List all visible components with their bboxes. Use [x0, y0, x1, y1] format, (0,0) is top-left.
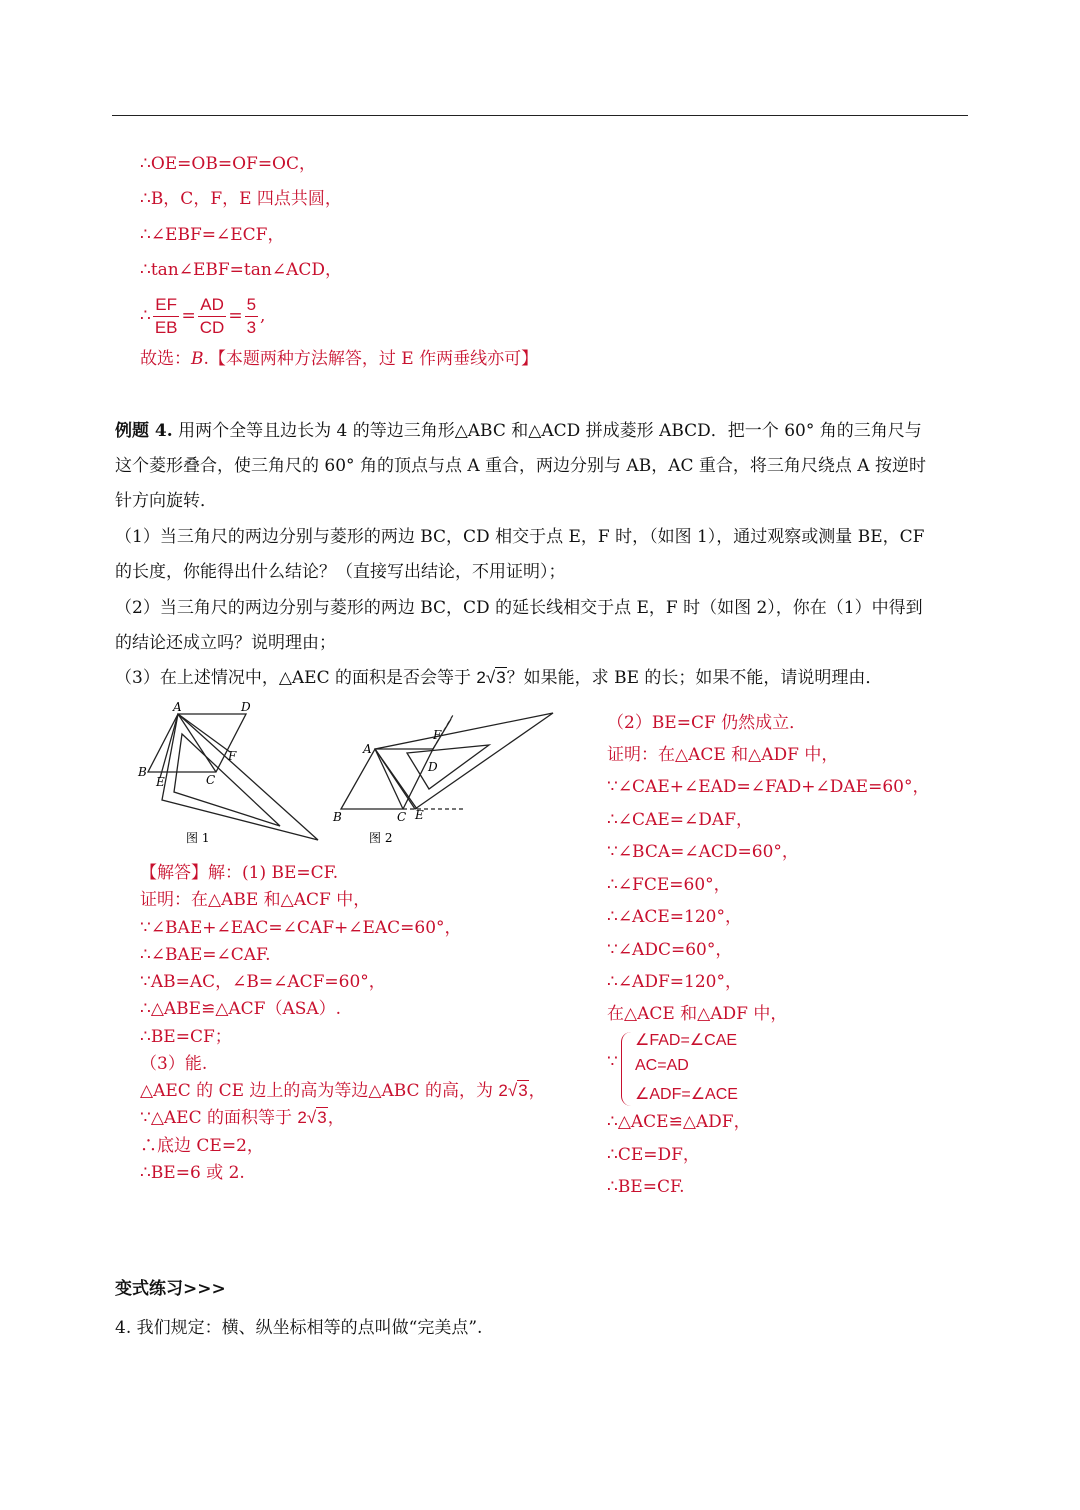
answer-right-line-11: ∴△ACE≌△ADF， [607, 1112, 751, 1132]
answer-right-line-10: 在△ACE 和△ADF 中， [607, 1004, 788, 1024]
answer-left-line-6: ∴△ABE≌△ACF（ASA）. [140, 999, 342, 1019]
fig1-label-c: C [206, 773, 216, 787]
fig2-label-a: A [363, 742, 372, 756]
answer-left-line-2: 证明：在△ABE 和△ACF 中， [140, 890, 371, 910]
fig1-label-e: E [156, 775, 165, 789]
answer-left-line-9: △AEC 的 CE 边上的高为等边△ABC 的高，为 2√3， [140, 1081, 546, 1101]
practice-question-4: 4. 我们规定：横、纵坐标相等的点叫做“完美点”. [115, 1318, 483, 1338]
question-1-line-1: （1）当三角尺的两边分别与菱形的两边 BC，CD 相交于点 E，F 时，（如图 1），通过观察或测量 BE，CF [115, 527, 925, 547]
question-1-line-2: 的长度，你能得出什么结论？（直接写出结论，不用证明）； [115, 562, 566, 582]
comma: , [260, 306, 266, 326]
left-brace [621, 1032, 632, 1106]
system-row-3: ∠ADF=∠ACE [635, 1086, 738, 1103]
fig1-label-f: F [228, 749, 237, 763]
answer-left-line-5: ∵AB=AC，∠B=∠ACF=60°， [140, 972, 386, 992]
figure-1-caption: 图 1 [186, 831, 210, 845]
answer-right-line-4: ∴∠CAE=∠DAF， [607, 810, 753, 830]
fraction-ad-cd: $\frac{AD}{CD}$ [199, 294, 225, 337]
fraction-5-3: $\frac{5}{3}$ [246, 294, 257, 337]
fig2-label-f: F [433, 728, 442, 742]
solution-line-2: ∴B，C，F，E 四点共圆， [140, 189, 342, 209]
answer-left-line-8: （3）能. [140, 1054, 208, 1074]
answer-left-line-1: 【解答】解：(1) BE=CF. [140, 863, 339, 883]
choose-answer-line: 故选：B.【本题两种方法解答，过 E 作两垂线亦可】 [140, 349, 539, 369]
equals-sign: = [228, 306, 243, 326]
fig2-label-d: D [428, 760, 438, 774]
answer-right-line-5: ∵∠BCA=∠ACD=60°， [607, 842, 799, 862]
answer-right-line-2: 证明：在△ACE 和△ADF 中， [607, 745, 839, 765]
question-3-line: （3）在上述情况中，△AEC 的面积是否会等于 2√3？如果能，求 BE 的长；如果不能，请说明理由． [115, 668, 883, 688]
example-paragraph-line-2: 这个菱形叠合，使三角尺的 60° 角的顶点与点 A 重合，两边分别与 AB，AC 重合，将三角尺绕点 A 按逆时 [115, 456, 926, 476]
question-2-line-2: 的结论还成立吗？说明理由； [115, 633, 336, 653]
answer-right-line-1: （2）BE=CF 仍然成立． [607, 713, 807, 733]
question-2-line-1: （2）当三角尺的两边分别与菱形的两边 BC，CD 的延长线相交于点 E，F 时（如图 2），你在（1）中得到 [115, 598, 923, 618]
answer-right-line-8: ∵∠ADC=60°， [607, 940, 733, 960]
fig1-label-d: D [241, 700, 251, 714]
answer-right-line-3: ∵∠CAE+∠EAD=∠FAD+∠DAE=60°， [607, 777, 930, 797]
therefore-symbol: ∴ [140, 306, 151, 326]
sqrt-expression: 2√3 [476, 668, 506, 687]
example-label: 例题 4. [115, 421, 173, 441]
system-row-2: AC=AD [635, 1057, 689, 1074]
figure-1-diagram [130, 700, 330, 850]
example-paragraph-line-1: 例题 4. 用两个全等且边长为 4 的等边三角形△ABC 和△ACD 拼成菱形 ABCD．把一个 60° 角的三角尺与 [115, 421, 922, 441]
figure-2-caption: 图 2 [369, 831, 393, 845]
header-rule [112, 115, 968, 116]
fig1-label-a: A [173, 700, 182, 714]
answer-left-line-11: ∴底边 CE=2， [140, 1136, 264, 1156]
example-paragraph-line-3: 针方向旋转． [115, 491, 217, 511]
fig1-label-b: B [138, 765, 147, 779]
because-symbol: ∵ [607, 1052, 618, 1072]
solution-line-3: ∴∠EBF=∠ECF， [140, 225, 285, 245]
practice-title: 变式练习>>> [115, 1279, 226, 1299]
system-row-1: ∠FAD=∠CAE [635, 1032, 738, 1049]
equation-system [607, 1028, 867, 1110]
fig2-label-c: C [397, 810, 407, 824]
answer-left-line-10: ∵△AEC 的面积等于 2√3， [140, 1108, 345, 1128]
answer-left-line-12: ∴BE=6 或 2. [140, 1163, 245, 1183]
fig2-label-e: E [415, 808, 424, 822]
solution-line-1: ∴OE=OB=OF=OC， [140, 154, 317, 174]
fraction-equation [140, 290, 265, 342]
sqrt-expression: 2√3 [297, 1108, 327, 1127]
answer-left-line-4: ∴∠BAE=∠CAF. [140, 945, 271, 965]
answer-right-line-9: ∴∠ADF=120°， [607, 972, 742, 992]
answer-right-line-7: ∴∠ACE=120°， [607, 907, 742, 927]
fig2-label-b: B [333, 810, 342, 824]
solution-line-4: ∴tan∠EBF=tan∠ACD， [140, 260, 342, 280]
answer-right-line-12: ∴CE=DF， [607, 1145, 700, 1165]
answer-left-line-3: ∵∠BAE+∠EAC=∠CAF+∠EAC=60°， [140, 918, 462, 938]
answer-right-line-13: ∴BE=CF. [607, 1177, 685, 1197]
figure-2-diagram [325, 705, 560, 850]
answer-right-line-6: ∴∠FCE=60°， [607, 875, 731, 895]
sqrt-expression: 2√3 [498, 1081, 528, 1100]
fraction-ef-eb: $\frac{EF}{EB}$ [154, 294, 178, 337]
answer-left-line-7: ∴BE=CF； [140, 1027, 232, 1047]
equals-sign: = [181, 306, 196, 326]
